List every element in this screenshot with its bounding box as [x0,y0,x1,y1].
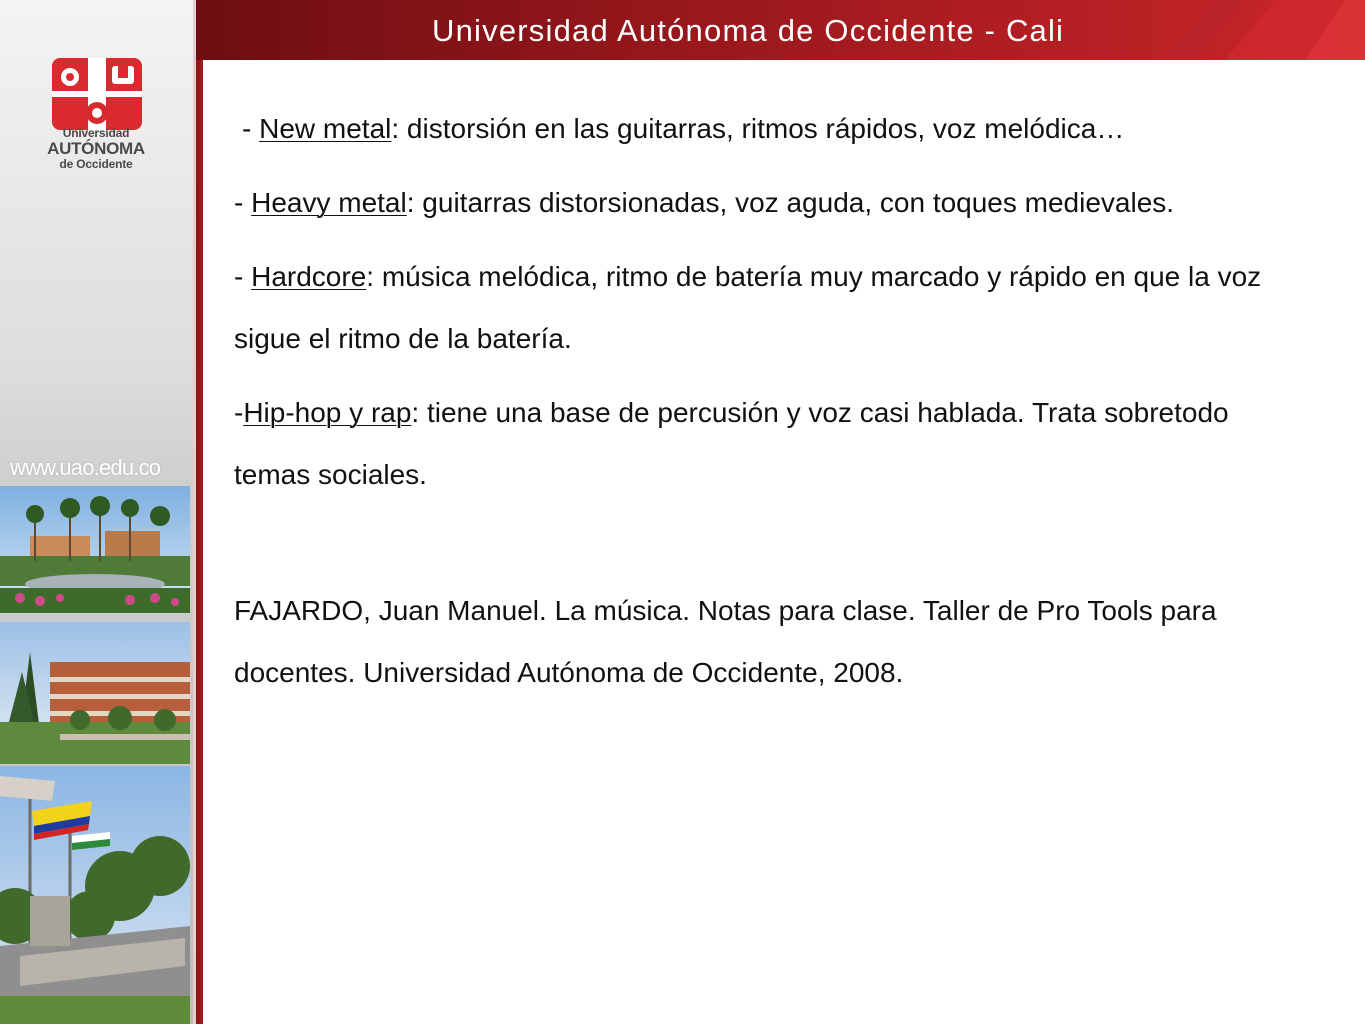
campus-flags-photo [0,766,190,1024]
genre-prefix: - [234,397,244,428]
genre-prefix: - [242,113,260,144]
header-bar [196,0,1365,60]
genre-item-new-metal [234,98,1309,160]
university-logo-icon [52,58,142,130]
campus-fountain-photo [0,486,190,613]
university-logo-text [20,127,172,171]
genre-term: Hip-hop y rap [243,397,412,428]
bibliographic-reference: FAJARDO, Juan Manuel. La música. Notas para clase. Taller de Pro Tools para docentes. Universidad Autónoma de Occidente, 2008. [234,595,1217,688]
campus-building-photo [0,622,190,764]
header-title: Universidad Autónoma de Occidente - Cali [432,13,1065,48]
website-url: www.uao.edu.co [10,455,161,480]
genre-item-hardcore [234,246,1309,370]
logo-line-universidad: Universidad [62,126,130,140]
genre-prefix: - [234,261,252,292]
genre-term: Hardcore [251,261,367,292]
vertical-divider [196,0,203,1024]
logo-line-autonoma: AUTÓNOMA [47,139,145,158]
header-shine-decoration [1105,0,1365,60]
genre-description: : tiene una base de percusión y voz casi hablada. Trata sobretodo temas sociales. [234,397,1229,490]
genre-description: : guitarras distorsionadas, voz aguda, con toques medievales. [406,187,1175,218]
genre-term: Heavy metal [251,187,407,218]
genre-prefix: - [234,187,252,218]
genre-term: New metal [259,113,392,144]
slide-content [234,98,1309,716]
genre-item-heavy-metal [234,172,1309,234]
logo-line-occidente: de Occidente [59,157,133,171]
genre-description: : distorsión en las guitarras, ritmos rápidos, voz melódica… [391,113,1125,144]
genre-description: : música melódica, ritmo de batería muy marcado y rápido en que la voz sigue el ritmo de la batería. [234,261,1262,354]
sidebar [0,0,193,1024]
genre-item-hip-hop [234,382,1309,506]
